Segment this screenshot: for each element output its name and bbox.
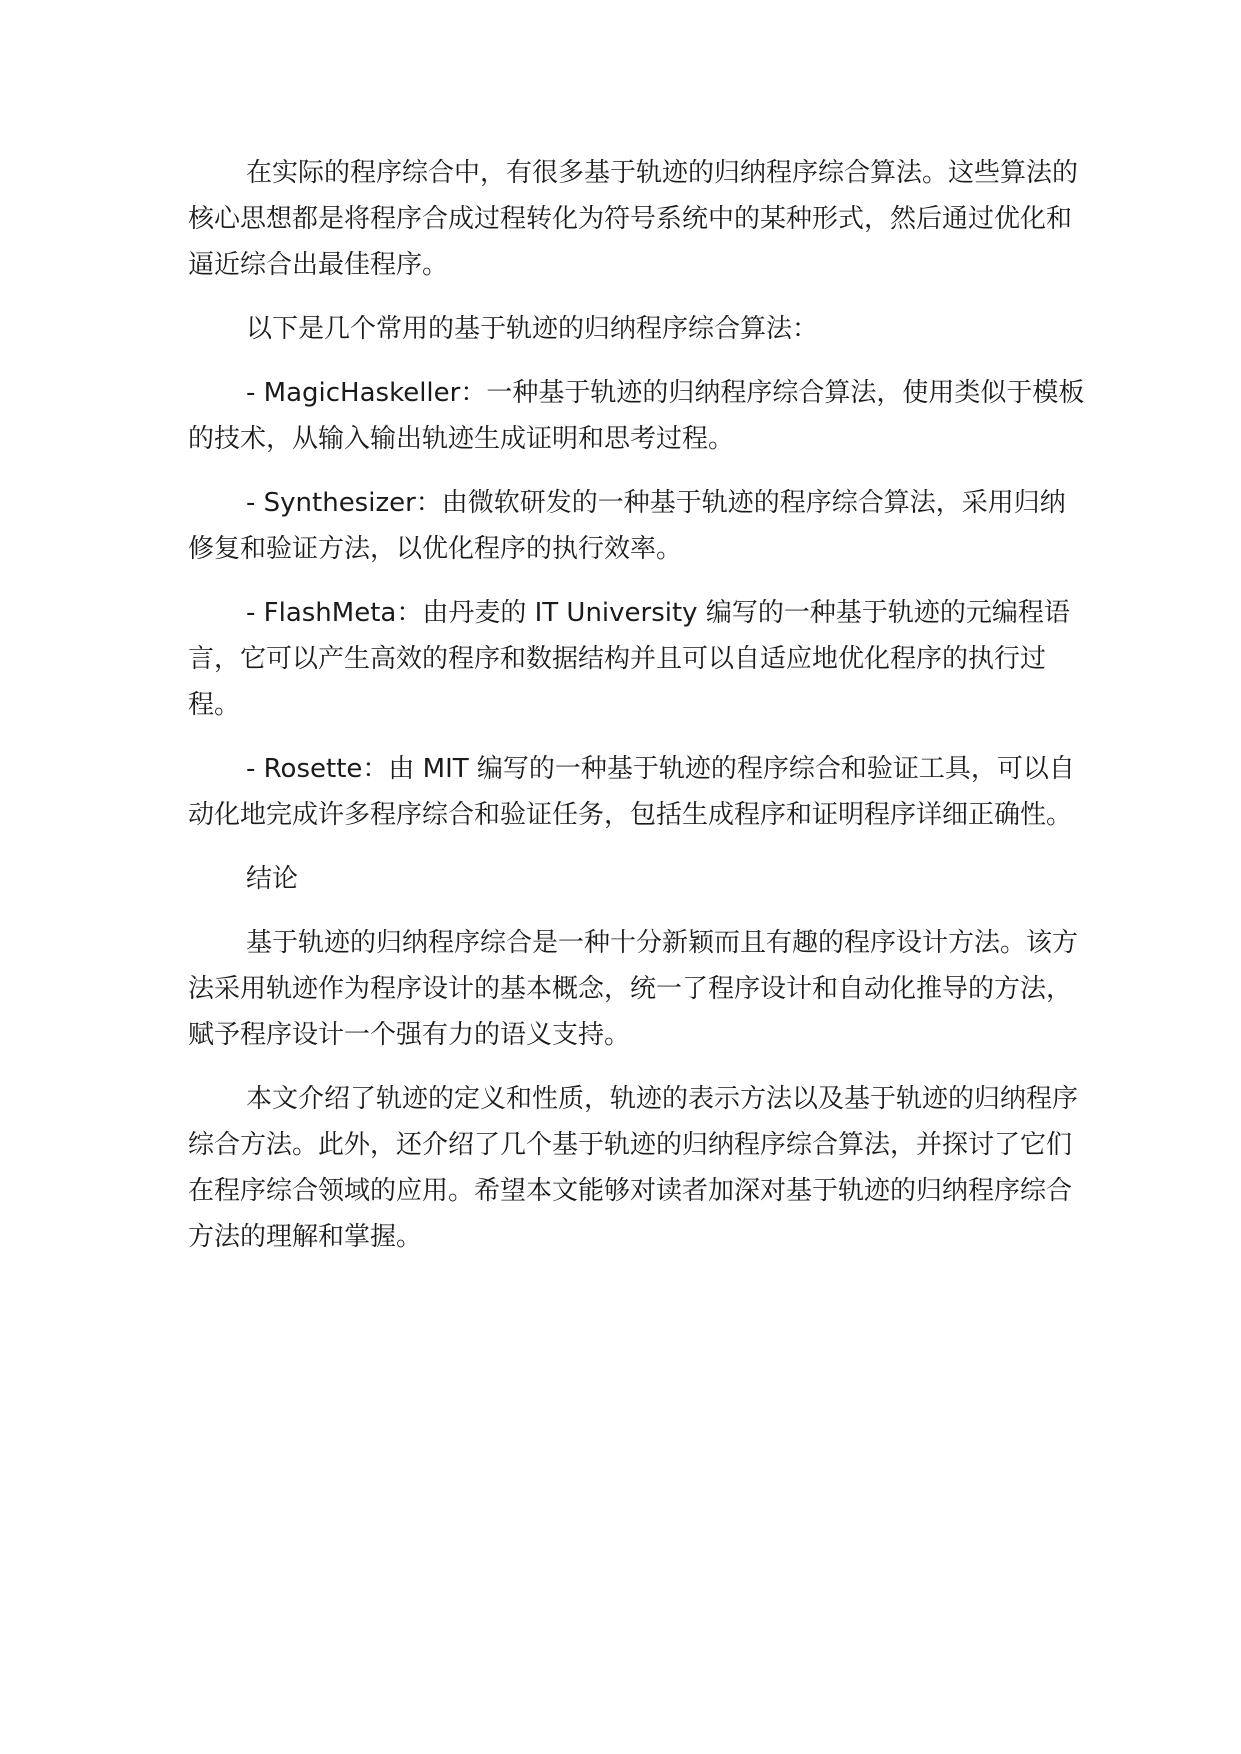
list-item-flashmeta: - FlashMeta：由丹麦的 IT University 编写的一种基于轨迹的元编程语言，它可以产生高效的程序和数据结构并且可以自适应地优化程序的执行过程。 — [188, 598, 1070, 720]
section-heading-conclusion: 结论 — [246, 864, 299, 894]
paragraph-algorithms-intro: 以下是几个常用的基于轨迹的归纳程序综合算法： — [246, 314, 819, 344]
paragraph-intro: 在实际的程序综合中，有很多基于轨迹的归纳程序综合算法。这些算法的核心思想都是将程序合成过程转化为符号系统中的某种形式，然后通过优化和逼近综合出最佳程序。 — [188, 158, 1079, 280]
paragraph-conclusion-1: 基于轨迹的归纳程序综合是一种十分新颖而且有趣的程序设计方法。该方法采用轨迹作为程序设计的基本概念，统一了程序设计和自动化推导的方法，赋予程序设计一个强有力的语义支持。 — [188, 928, 1079, 1050]
paragraph-conclusion-2: 本文介绍了轨迹的定义和性质，轨迹的表示方法以及基于轨迹的归纳程序综合方法。此外，还介绍了几个基于轨迹的归纳程序综合算法，并探讨了它们在程序综合领域的应用。希望本文能够对读者加深对基于轨迹的归纳程序综合方法的理解和掌握。 — [188, 1084, 1079, 1252]
list-item-rosette: - Rosette：由 MIT 编写的一种基于轨迹的程序综合和验证工具，可以自动化地完成许多程序综合和验证任务，包括生成程序和证明程序详细正确性。 — [188, 754, 1075, 830]
document-body — [188, 150, 1088, 1278]
list-item-synthesizer: - Synthesizer：由微软研发的一种基于轨迹的程序综合算法，采用归纳修复和验证方法，以优化程序的执行效率。 — [188, 488, 1066, 564]
list-item-magichaskeller: - MagicHaskeller：一种基于轨迹的归纳程序综合算法，使用类似于模板的技术，从输入输出轨迹生成证明和思考过程。 — [188, 378, 1085, 454]
